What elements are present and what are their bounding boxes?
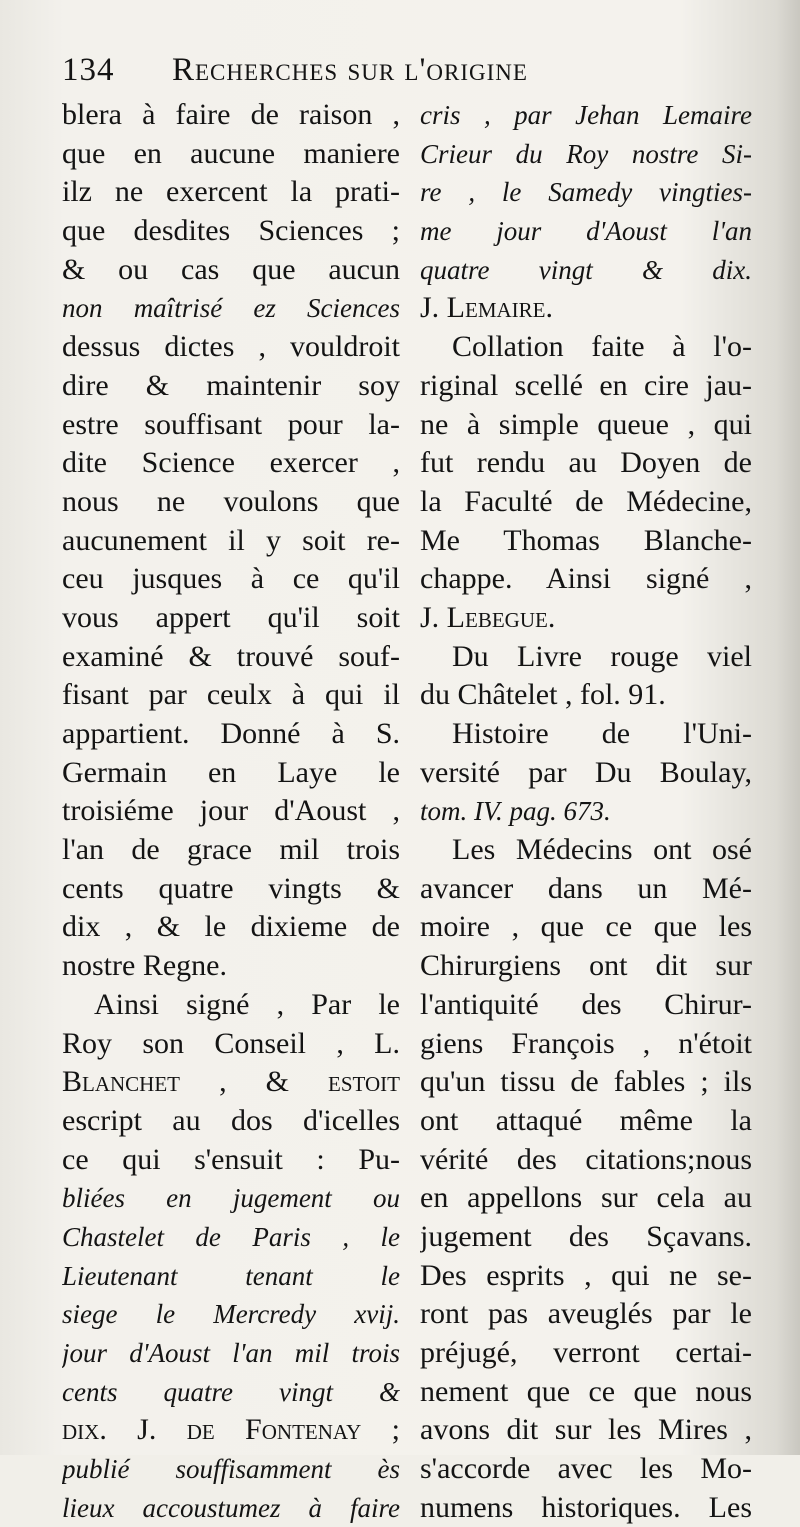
text-line: Chastelet de Paris , le (62, 1221, 400, 1252)
text-line: Blanchet , & estoit (62, 1065, 400, 1099)
text-line: dire & maintenir soy (62, 368, 400, 402)
left-text-column (62, 96, 400, 1527)
text-line: Collation faite à l'o- (452, 330, 752, 364)
text-line: examiné & trouvé souf- (62, 639, 400, 673)
text-line: Ainsi signé , Par le (94, 987, 400, 1021)
text-line: ilz ne exercent la prati- (62, 175, 400, 209)
text-line: jugement des Sçavans. (420, 1219, 752, 1253)
text-line: bliées en jugement ou (62, 1183, 400, 1214)
text-line: Roy son Conseil , L. (62, 1026, 400, 1060)
text-line: Lieutenant tenant le (62, 1260, 400, 1291)
text-line: avons dit sur les Mires , (420, 1413, 752, 1447)
text-line: du Châtelet , fol. 91. (420, 678, 666, 712)
text-line: qu'un tissu de fables ; ils (420, 1065, 752, 1099)
text-line: avancer dans un Mé- (420, 871, 752, 905)
text-line: dite Science exercer , (62, 446, 400, 480)
text-line: Crieur du Roy nostre Si- (420, 138, 752, 169)
text-line: moire , que ce que les (420, 910, 752, 944)
text-line: ront pas aveuglés par le (420, 1297, 752, 1331)
text-line: chappe. Ainsi signé , (420, 562, 752, 596)
running-head (62, 52, 752, 98)
text-line: J. Lebegue. (420, 600, 556, 634)
text-line: que desdites Sciences ; (62, 214, 400, 248)
text-line: appartient. Donné à S. (62, 717, 400, 750)
text-line: estre souffisant pour la- (62, 407, 400, 441)
text-line: ne à simple queue , qui (420, 407, 752, 441)
text-line: Me Thomas Blanche- (420, 523, 752, 557)
text-line: nostre Regne. (62, 949, 227, 983)
text-line: lieux accoustumez à faire (62, 1492, 400, 1523)
text-line: en appellons sur cela au (420, 1181, 752, 1215)
text-line: Les Médecins ont osé (452, 833, 752, 867)
text-line: l'antiquité des Chirur- (420, 987, 752, 1021)
text-line: non maîtrisé ez Sciences (62, 293, 400, 324)
text-line: Des esprits , qui ne se- (420, 1258, 752, 1292)
text-line: ce qui s'ensuit : Pu- (62, 1142, 400, 1176)
text-line: quatre vingt & dix. (420, 254, 752, 285)
text-line: & ou cas que aucun (62, 252, 400, 286)
text-line: cris , par Jehan Lemaire (420, 100, 752, 130)
text-line: escript au dos d'icelles (62, 1103, 400, 1137)
text-line: Histoire de l'Uni- (452, 717, 752, 750)
running-title: Recherches sur l'origine (172, 52, 528, 88)
text-line: troisiéme jour d'Aoust , (62, 794, 400, 828)
page-number: 134 (62, 52, 115, 88)
right-text-column (420, 96, 752, 1527)
text-line: nous ne voulons que (62, 484, 400, 518)
text-line: numens historiques. Les (420, 1490, 752, 1524)
text-line: blera à faire de raison , (62, 98, 400, 131)
text-line: dessus dictes , vouldroit (62, 330, 400, 364)
text-line: fut rendu au Doyen de (420, 446, 752, 480)
text-line: tom. IV. pag. 673. (420, 796, 611, 827)
text-line: publié souffisamment ès (62, 1454, 400, 1485)
text-line: fisant par ceulx à qui il (62, 678, 400, 712)
text-line: l'an de grace mil trois (62, 833, 400, 867)
text-line: dix. J. de Fontenay ; (62, 1413, 400, 1447)
text-line: Du Livre rouge viel (452, 639, 752, 673)
text-line: préjugé, verront certai- (420, 1336, 752, 1369)
text-line: jour d'Aoust l'an mil trois (62, 1338, 400, 1368)
text-line: versité par Du Boulay, (420, 755, 752, 789)
text-line: ont attaqué même la (420, 1103, 752, 1137)
text-line: cents quatre vingt & (62, 1376, 400, 1407)
text-line: J. Lemaire. (420, 291, 553, 325)
text-line: siege le Mercredy xvij. (62, 1299, 400, 1330)
text-line: me jour d'Aoust l'an (420, 216, 752, 247)
text-line: riginal scellé en cire jau- (420, 368, 752, 402)
text-line: que en aucune maniere (62, 136, 400, 170)
text-line: cents quatre vingts & (62, 871, 400, 905)
text-line: re , le Samedy vingties- (420, 177, 752, 208)
text-line: vous appert qu'il soit (62, 600, 400, 634)
text-line: ceu jusques à ce qu'il (62, 562, 400, 596)
text-line: Chirurgiens ont dit sur (420, 949, 752, 983)
text-line: dix , & le dixieme de (62, 910, 400, 944)
text-line: Germain en Laye le (62, 755, 400, 789)
text-line: giens François , n'étoit (420, 1026, 752, 1060)
text-line: aucunement il y soit re- (62, 523, 400, 557)
text-line: vérité des citations;nous (420, 1142, 752, 1176)
text-line: s'accorde avec les Mo- (420, 1452, 752, 1486)
text-line: la Faculté de Médecine, (420, 484, 752, 518)
text-line: nement que ce que nous (420, 1374, 752, 1408)
